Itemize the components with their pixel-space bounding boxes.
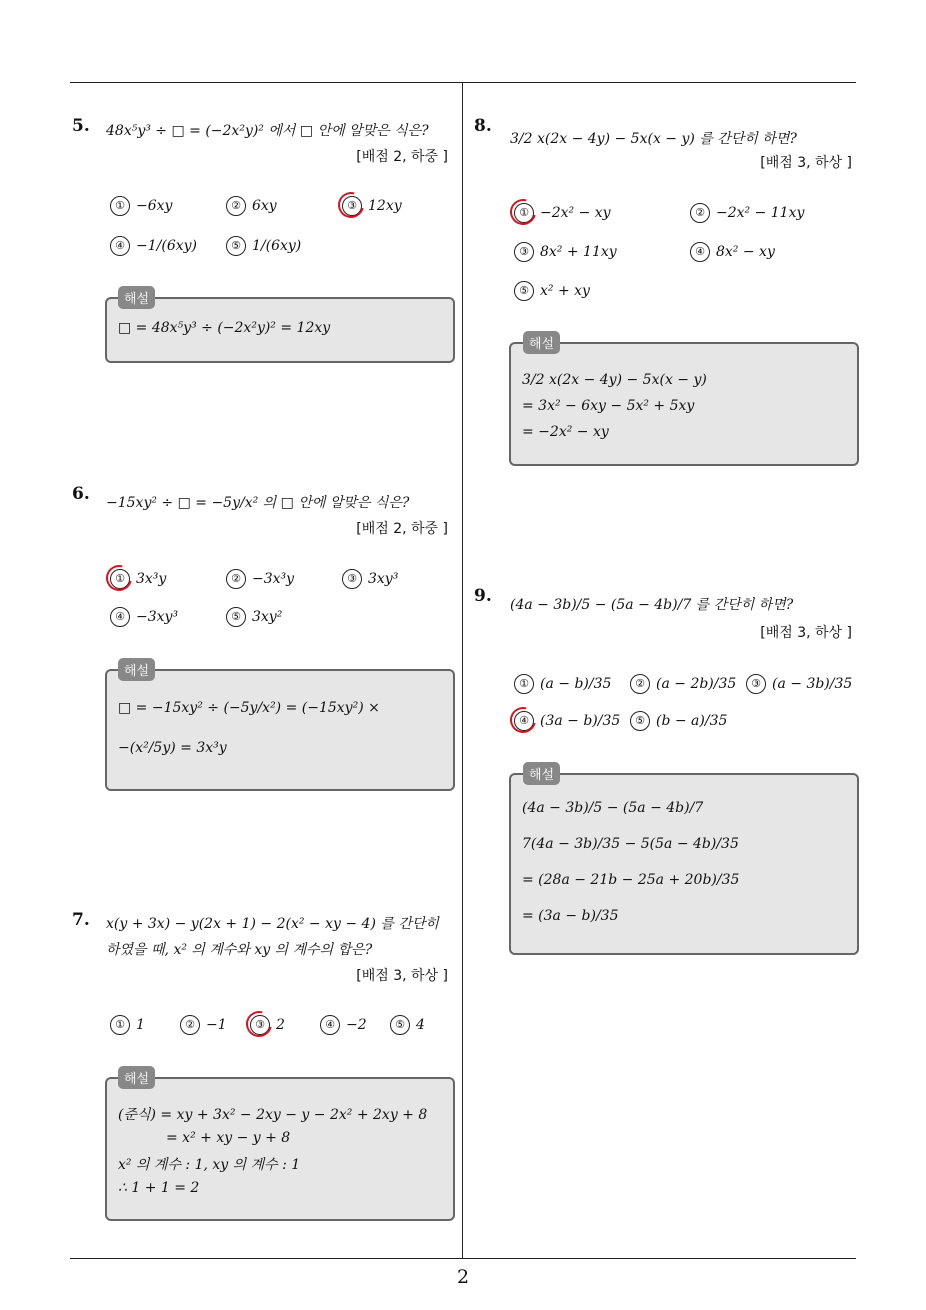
choice-value: −2x² − 11xy	[716, 205, 805, 221]
solution-line: = −2x² − xy	[522, 424, 609, 440]
question-number: 7.	[72, 910, 90, 930]
choice-1[interactable]	[110, 196, 172, 216]
choice-value: 6xy	[252, 198, 277, 214]
choice-1[interactable]	[514, 674, 611, 694]
choice-value: −1/(6xy)	[136, 238, 197, 254]
question-number: 8.	[474, 116, 492, 136]
choice-value: −6xy	[136, 198, 173, 214]
choice-5[interactable]	[514, 281, 590, 301]
choice-5[interactable]	[226, 607, 282, 627]
choice-marker: ③	[342, 569, 362, 589]
choice-marker: ④	[110, 607, 130, 627]
choice-marker: ⑤	[226, 236, 246, 256]
choice-3[interactable]	[746, 674, 852, 694]
choice-value: −2	[346, 1017, 367, 1033]
solution-label: 해설	[118, 286, 155, 309]
choice-3[interactable]	[514, 242, 617, 262]
choice-value: x² + xy	[540, 283, 590, 299]
solution-line: 3/2 x(2x − 4y) − 5x(x − y)	[522, 372, 707, 388]
choice-2[interactable]	[690, 203, 804, 223]
choice-marker: ⑤	[514, 281, 534, 301]
choice-5[interactable]	[390, 1015, 425, 1035]
question-meta: [배점 2, 하중 ]	[356, 149, 448, 165]
solution-label: 해설	[523, 331, 560, 354]
solution-box	[105, 1077, 455, 1221]
bottom-rule	[70, 1258, 856, 1259]
choice-marker: ⑤	[226, 607, 246, 627]
choice-marker: ①	[110, 196, 130, 216]
choice-marker: ③	[746, 674, 766, 694]
question-text-line-2: 하였을 때, x² 의 계수와 xy 의 계수의 합은?	[106, 942, 373, 958]
choice-value: 3xy³	[368, 571, 399, 587]
solution-line: ∴ 1 + 1 = 2	[118, 1180, 200, 1196]
solution-line: = (3a − b)/35	[522, 908, 619, 924]
solution-label: 해설	[118, 658, 155, 681]
choice-value: 3x³y	[136, 571, 167, 587]
top-rule	[70, 82, 856, 83]
choice-value: 3xy²	[252, 609, 283, 625]
choice-4[interactable]	[110, 236, 197, 256]
choice-4[interactable]	[320, 1015, 367, 1035]
choice-value: 2	[276, 1017, 285, 1033]
solution-line: = (28a − 21b − 25a + 20b)/35	[522, 872, 740, 888]
choice-2[interactable]	[630, 674, 736, 694]
choice-value: 1	[136, 1017, 145, 1033]
choice-marker: ②	[690, 203, 710, 223]
choice-value: 12xy	[368, 198, 402, 214]
choice-value: −2x² − xy	[540, 205, 611, 221]
selected-answer-ring	[505, 194, 541, 230]
choice-marker: ③	[514, 242, 534, 262]
choice-value: −1	[206, 1017, 227, 1033]
choice-marker: ③	[250, 1015, 270, 1035]
column-divider	[462, 83, 463, 1259]
question-text: 3/2 x(2x − 4y) − 5x(x − y) 를 간단히 하면?	[510, 131, 797, 147]
choice-value: −3xy³	[136, 609, 179, 625]
selected-answer-ring	[241, 1006, 277, 1042]
question-number: 6.	[72, 484, 90, 504]
choice-marker: ④	[514, 711, 534, 731]
question-meta: [배점 2, 하중 ]	[356, 521, 448, 537]
choice-value: (a − b)/35	[540, 676, 612, 692]
choice-5[interactable]	[630, 711, 727, 731]
choice-1[interactable]	[110, 1015, 145, 1035]
choice-marker: ②	[630, 674, 650, 694]
solution-label: 해설	[118, 1066, 155, 1089]
question-meta: [배점 3, 하상 ]	[356, 968, 448, 984]
choice-marker: ④	[320, 1015, 340, 1035]
solution-line: = x² + xy − y + 8	[166, 1130, 291, 1146]
choice-5[interactable]	[226, 236, 301, 256]
solution-line: 7(4a − 3b)/35 − 5(5a − 4b)/35	[522, 836, 739, 852]
question-text: −15xy² ÷ □ = −5y/x² 의 □ 안에 알맞은 식은?	[106, 495, 410, 511]
choice-4[interactable]	[690, 242, 775, 262]
choice-marker: ①	[110, 1015, 130, 1035]
choice-value: 8x² − xy	[716, 244, 775, 260]
choice-2[interactable]	[226, 569, 294, 589]
question-number: 9.	[474, 586, 492, 606]
choice-value: (a − 2b)/35	[656, 676, 737, 692]
choice-2[interactable]	[180, 1015, 227, 1035]
choice-marker: ①	[514, 203, 534, 223]
choice-marker: ②	[226, 196, 246, 216]
choice-value: 4	[416, 1017, 425, 1033]
question-text: (4a − 3b)/5 − (5a − 4b)/7 를 간단히 하면?	[510, 597, 794, 613]
solution-line: (준식) = xy + 3x² − 2xy − y − 2x² + 2xy + 8	[118, 1107, 428, 1123]
solution-line: □ = −15xy² ÷ (−5y/x²) = (−15xy²) ×	[118, 700, 380, 716]
choice-value: (b − a)/35	[656, 713, 728, 729]
selected-answer-ring	[101, 560, 137, 596]
choice-marker: ②	[226, 569, 246, 589]
choice-marker: ⑤	[390, 1015, 410, 1035]
solution-box	[105, 669, 455, 791]
selected-answer-ring	[505, 702, 541, 738]
choice-value: (a − 3b)/35	[772, 676, 853, 692]
solution-line: = 3x² − 6xy − 5x² + 5xy	[522, 398, 695, 414]
choice-marker: ①	[110, 569, 130, 589]
solution-line: □ = 48x⁵y³ ÷ (−2x²y)² = 12xy	[118, 320, 331, 336]
choice-value: −3x³y	[252, 571, 295, 587]
question-number: 5.	[72, 116, 90, 136]
choice-2[interactable]	[226, 196, 277, 216]
page-number: 2	[456, 1266, 470, 1288]
choice-value: 8x² + 11xy	[540, 244, 617, 260]
solution-line: (4a − 3b)/5 − (5a − 4b)/7	[522, 800, 704, 816]
choice-marker: ④	[110, 236, 130, 256]
solution-line: x² 의 계수 : 1, xy 의 계수 : 1	[118, 1157, 301, 1173]
question-meta: [배점 3, 하상 ]	[760, 625, 852, 641]
choice-marker: ④	[690, 242, 710, 262]
choice-marker: ⑤	[630, 711, 650, 731]
question-meta: [배점 3, 하상 ]	[760, 155, 852, 171]
choice-3[interactable]	[342, 569, 398, 589]
solution-label: 해설	[523, 762, 560, 785]
question-text-line-1: x(y + 3x) − y(2x + 1) − 2(x² − xy − 4) 를 간단히	[106, 916, 439, 932]
question-text: 48x⁵y³ ÷ □ = (−2x²y)² 에서 □ 안에 알맞은 식은?	[106, 123, 429, 139]
choice-marker: ③	[342, 196, 362, 216]
choice-value: (3a − b)/35	[540, 713, 621, 729]
choice-marker: ①	[514, 674, 534, 694]
choice-4[interactable]	[110, 607, 178, 627]
selected-answer-ring	[333, 187, 369, 223]
choice-marker: ②	[180, 1015, 200, 1035]
solution-line: −(x²/5y) = 3x³y	[118, 740, 227, 756]
choice-value: 1/(6xy)	[252, 238, 302, 254]
